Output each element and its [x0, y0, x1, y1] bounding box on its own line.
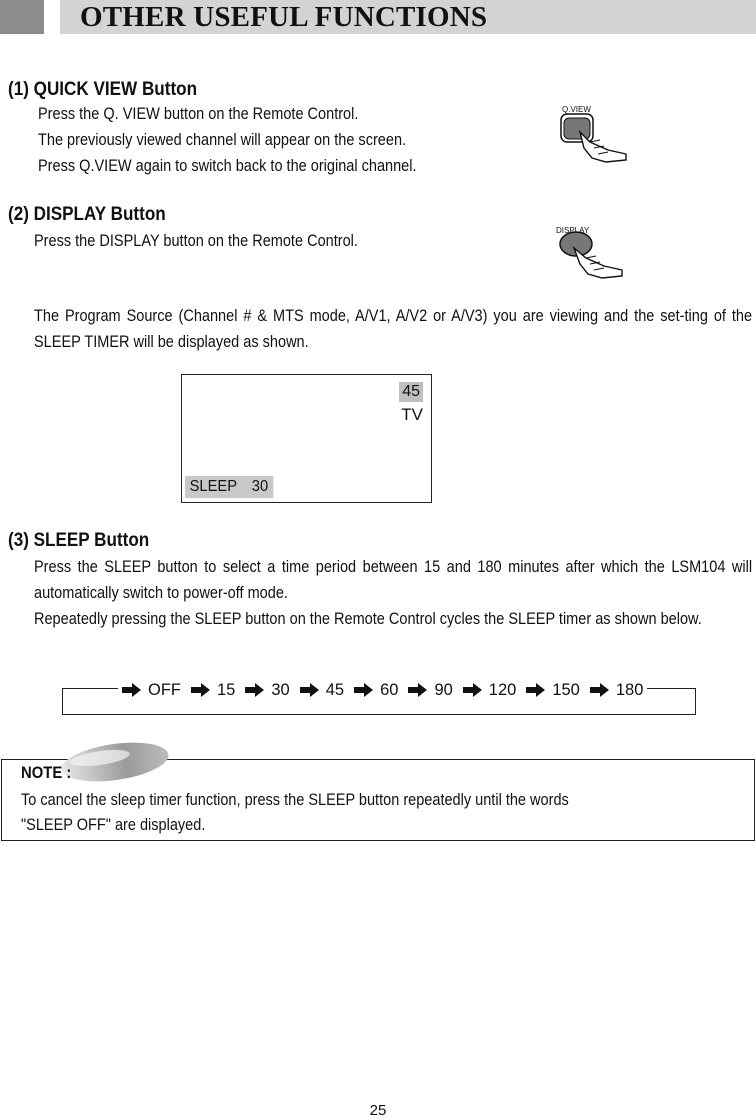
arrow-right-icon	[590, 683, 609, 697]
tv-screen-display	[181, 374, 432, 503]
sleep-cycle-value: 90	[434, 680, 453, 699]
arrow-right-icon	[300, 683, 319, 697]
sleep-cycle-sequence	[118, 680, 647, 700]
header-accent-block	[0, 0, 44, 34]
quick-view-heading: (1) QUICK VIEW Button	[8, 79, 198, 100]
sleep-cycle-value: 150	[552, 680, 580, 699]
tv-source: TV	[401, 405, 423, 424]
tv-sleep-indicator	[185, 476, 274, 498]
arrow-right-icon	[122, 683, 141, 697]
sleep-paragraph-2: Repeatedly pressing the SLEEP button on the Remote Control cycles the SLEEP timer as shown below.	[34, 610, 702, 628]
sleep-cycle-value: 45	[325, 680, 345, 699]
arrow-right-icon	[463, 683, 482, 697]
tv-channel-number: 45	[399, 382, 423, 402]
display-paragraph: The Program Source (Channel # & MTS mode, A/V1, A/V2 or A/V3) you are viewing and the set-ting of the SLEEP TIMER will be displayed as shown.	[34, 307, 753, 351]
sleep-cycle-line-left	[62, 688, 118, 689]
quick-view-line-1: Press the Q. VIEW button on the Remote Control.	[38, 105, 359, 123]
note-label: NOTE :	[21, 764, 72, 782]
sleep-cycle-value: 120	[488, 680, 517, 699]
display-heading: (2) DISPLAY Button	[8, 204, 166, 225]
arrow-right-icon	[245, 683, 264, 697]
note-line-2: "SLEEP OFF" are displayed.	[21, 816, 206, 834]
sleep-heading: (3) SLEEP Button	[8, 530, 150, 551]
tv-sleep-label: SLEEP	[189, 478, 238, 495]
display-remote-button-icon	[552, 218, 632, 288]
display-button-label: DISPLAY	[556, 226, 590, 235]
page-title: OTHER USEFUL FUNCTIONS	[80, 1, 488, 33]
qview-button-label: Q.VIEW	[562, 105, 591, 114]
sleep-cycle-value: 30	[271, 680, 290, 699]
arrow-right-icon	[408, 683, 427, 697]
arrow-right-icon	[191, 683, 210, 697]
arrow-right-icon	[526, 683, 545, 697]
note-text	[21, 788, 569, 838]
quick-view-line-2: The previously viewed channel will appear on the screen.	[38, 131, 407, 149]
display-line: Press the DISPLAY button on the Remote Control.	[34, 232, 358, 250]
arrow-right-icon	[354, 683, 373, 697]
sleep-cycle-value: 60	[380, 680, 399, 699]
sleep-cycle-line-right	[640, 688, 696, 689]
sleep-paragraph-1: Press the SLEEP button to select a time period between 15 and 180 minutes after which the LSM104 will automatically switch to power-off mode.	[34, 558, 753, 602]
qview-remote-button-icon	[556, 104, 636, 174]
note-line-1: To cancel the sleep timer function, press the SLEEP button repeatedly until the words	[21, 791, 569, 809]
tv-sleep-value: 30	[251, 478, 269, 495]
sleep-cycle-value: OFF	[148, 680, 181, 699]
sleep-cycle-value: 180	[615, 680, 644, 699]
page-number: 25	[369, 1102, 387, 1119]
quick-view-line-3: Press Q.VIEW again to switch back to the original channel.	[38, 157, 417, 175]
note-swoosh-decoration	[60, 728, 170, 793]
sleep-cycle-value: 15	[217, 680, 236, 699]
